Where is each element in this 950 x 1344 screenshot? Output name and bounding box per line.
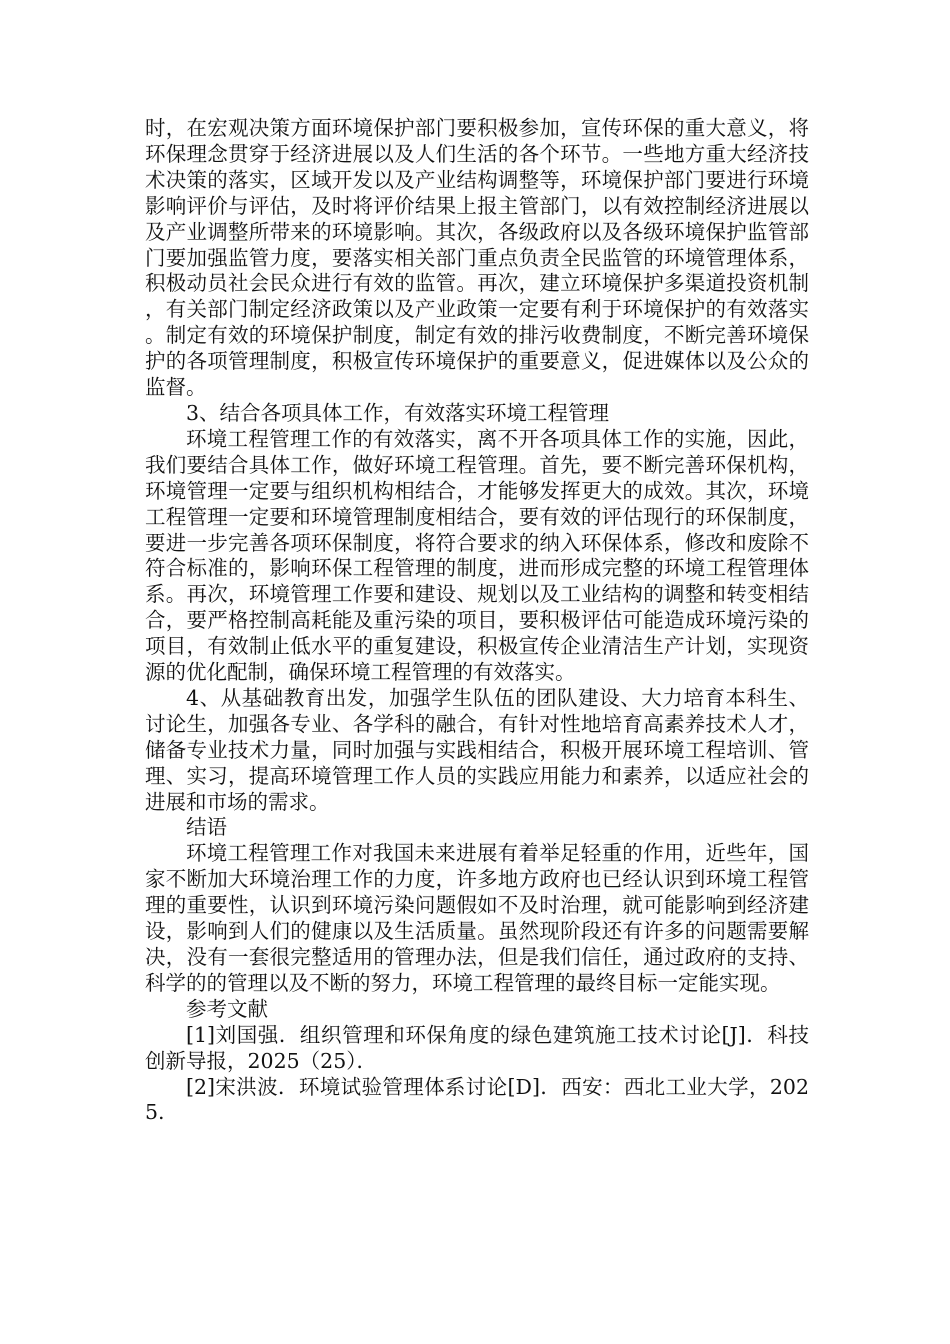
references-heading: 参考文献 <box>186 996 268 1021</box>
body-paragraph-continued: 时，在宏观决策方面环境保护部门要积极参加，宣传环保的重大意义，将环保理念贯穿于经济进展以及人们生活的各个环节。一些地方重大经济技术决策的落实，区域开发以及产业结构调整等，环境保护部门要进行环境影响评价与评估，及时将评价结果上报主管部门，以有效控制经济进展以及产业调整所带来的环境影响。其次，各级政府以及各级环境保护监管部门要加强监管力度，要落实相关部门重点负责全民监管的环境管理体系，积极动员社会民众进行有效的监管。再次，建立环境保护多渠道投资机制，有关部门制定经济政策以及产业政策一定要有利于环境保护的有效落实。制定有效的环境保护制度，制定有效的排污收费制度，不断完善环境保护的各项管理制度，积极宣传环境保护的重要意义，促进媒体以及公众的监督。 <box>145 116 809 400</box>
section-heading-3: 3、结合各项具体工作，有效落实环境工程管理 <box>186 400 610 425</box>
body-paragraph: 环境工程管理工作的有效落实，离不开各项具体工作的实施，因此，我们要结合具体工作，做好环境工程管理。首先，要不断完善环保机构，环境管理一定要与组织机构相结合，才能够发挥更大的成效。其次，环境工程管理一定要和环境管理制度相结合，要有效的评估现行的环保制度，要进一步完善各项环保制度，将符合要求的纳入环保体系，修改和废除不符合标准的，影响环保工程管理的制度，进而形成完整的环境工程管理体系。再次，环境管理工作要和建设、规划以及工业结构的调整和转变相结合，要严格控制高耗能及重污染的项目，要积极评估可能造成环境污染的项目，有效制止低水平的重复建设，积极宣传企业清洁生产计划，实现资源的优化配制，确保环境工程管理的有效落实。 <box>145 426 809 685</box>
document-body <box>145 116 809 1126</box>
conclusion-paragraph: 环境工程管理工作对我国未来进展有着举足轻重的作用，近些年，国家不断加大环境治理工作的力度，许多地方政府也已经认识到环境工程管理的重要性，认识到环境污染问题假如不及时治理，就可能影响到经济建设，影响到人们的健康以及生活质量。虽然现阶段还有许多的问题需要解决，没有一套很完整适用的管理办法，但是我们信任，通过政府的支持、科学的的管理以及不断的努力，环境工程管理的最终目标一定能实现。 <box>145 841 809 995</box>
section-paragraph-4: 4、从基础教育出发，加强学生队伍的团队建设、大力培育本科生、讨论生，加强各专业、各学科的融合，有针对性地培育高素养技术人才，储备专业技术力量，同时加强与实践相结合，积极开展环境工程培训、管理、实习，提高环境管理工作人员的实践应用能力和素养，以适应社会的进展和市场的需求。 <box>145 685 809 814</box>
reference-item: [1]刘国强．组织管理和环保角度的绿色建筑施工技术讨论[J]．科技创新导报，2025（25）． <box>145 1022 809 1073</box>
reference-item: [2]宋洪波．环境试验管理体系讨论[D]．西安：西北工业大学，2025. <box>145 1074 809 1125</box>
conclusion-heading: 结语 <box>186 815 227 840</box>
